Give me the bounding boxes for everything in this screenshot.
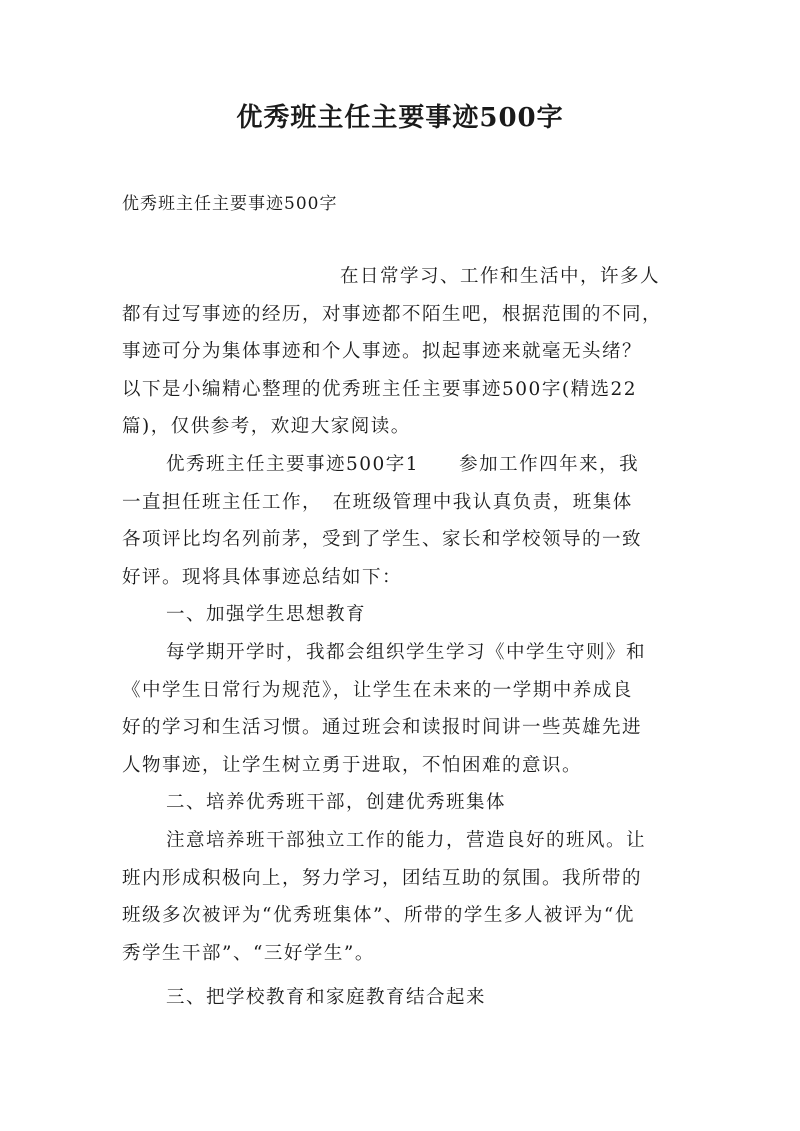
document-title: 优秀班主任主要事迹500字	[236, 103, 564, 133]
paragraph-line: 班级多次被评为“优秀班集体”、所带的学生多人被评为“优	[122, 905, 635, 927]
paragraph-line: 人物事迹，让学生树立勇于进取，不怕困难的意识。	[122, 754, 583, 776]
paragraph-line: 秀学生干部”、“三好学生”。	[122, 942, 375, 964]
paragraph-line: 篇)，仅供参考，欢迎大家阅读。	[122, 416, 411, 438]
document-body	[122, 258, 694, 1017]
section-heading: 一、加强学生思想教育	[166, 604, 367, 626]
paragraph-line: 好的学习和生活习惯。通过班会和读报时间讲一些英雄先进	[122, 717, 643, 739]
paragraph-line: 事迹可分为集体事迹和个人事迹。拟起事迹来就毫无头绪？	[122, 341, 643, 363]
paragraph-line: 《中学生日常行为规范》，让学生在未来的一学期中养成良	[122, 679, 633, 701]
paragraph-line: 班内形成积极向上，努力学习，团结互助的氛围。我所带的	[122, 867, 643, 889]
paragraph-line: 都有过写事迹的经历，对事迹都不陌生吧，根据范围的不同，	[122, 303, 663, 325]
paragraph-line: 每学期开学时，我都会组织学生学习《中学生守则》和	[166, 641, 647, 663]
paragraph-line: 一直担任班主任工作， 在班级管理中我认真负责，班集体	[122, 491, 633, 513]
paragraph-line: 在日常学习、工作和生活中，许多人	[340, 266, 661, 287]
paragraph-line: 注意培养班干部独立工作的能力，营造良好的班风。让	[166, 829, 647, 851]
document-subtitle: 优秀班主任主要事迹500字	[122, 194, 338, 214]
section-heading: 二、培养优秀班干部，创建优秀班集体	[166, 792, 507, 814]
paragraph-line: 好评。现将具体事迹总结如下：	[122, 566, 403, 588]
paragraph-line: 以下是小编精心整理的优秀班主任主要事迹500字(精选22	[122, 378, 638, 400]
section-heading: 三、把学校教育和家庭教育结合起来	[166, 987, 487, 1009]
paragraph-line: 优秀班主任主要事迹500字1 参加工作四年来，我	[166, 453, 640, 475]
paragraph-line: 各项评比均名列前茅，受到了学生、家长和学校领导的一致	[122, 529, 643, 551]
